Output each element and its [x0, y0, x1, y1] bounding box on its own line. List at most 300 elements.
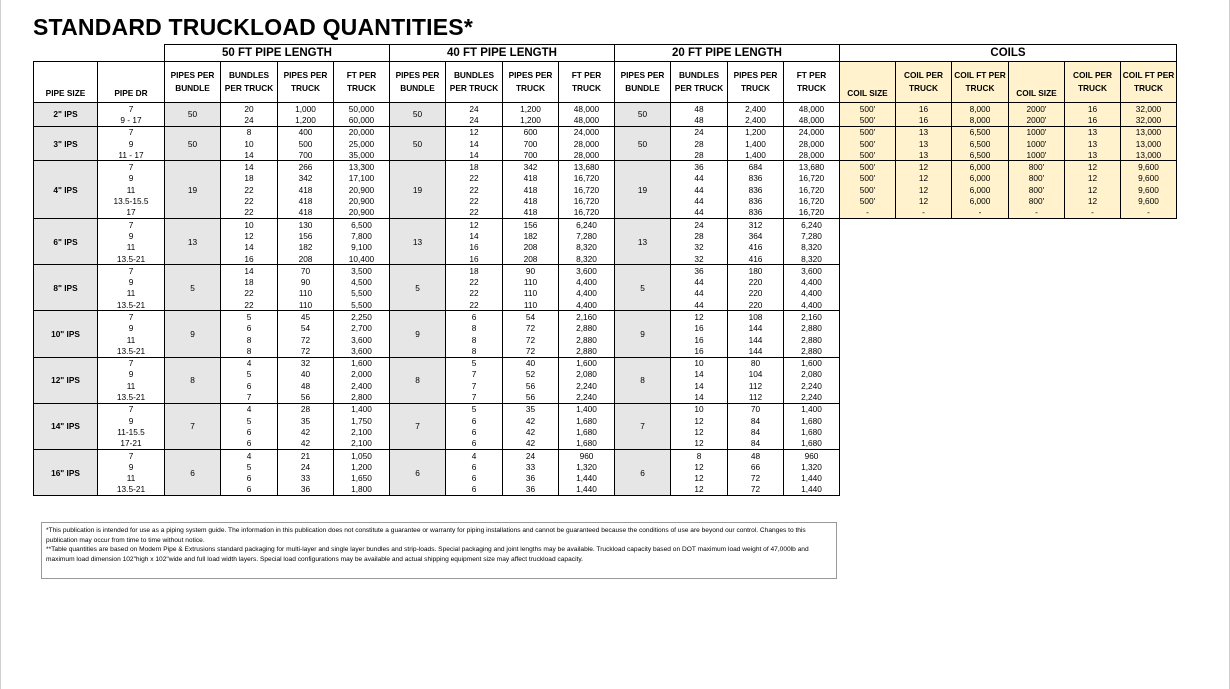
bundles-per-truck-50ft: 12: [221, 230, 278, 241]
empty-cell: [896, 473, 952, 484]
empty-cell: [1065, 218, 1121, 230]
bundles-per-truck-40ft: 5: [446, 357, 503, 369]
bundles-per-truck-20ft: 44: [671, 184, 728, 195]
empty-cell: [1121, 380, 1177, 391]
empty-cell: [1065, 473, 1121, 484]
bundles-per-truck-20ft: 28: [671, 138, 728, 149]
bundles-per-truck-20ft: 28: [671, 230, 728, 241]
empty-cell: [840, 230, 896, 241]
ft-per-truck-50ft: 2,100: [334, 438, 390, 450]
empty-cell: [1009, 391, 1065, 403]
ft-per-truck-40ft: 960: [559, 449, 615, 461]
col-header-coil-size: COIL SIZE: [840, 62, 896, 103]
pipes-per-truck-20ft: 364: [728, 230, 784, 241]
bundles-per-truck-50ft: 14: [221, 161, 278, 173]
empty-cell: [1065, 461, 1121, 472]
empty-cell: [840, 242, 896, 253]
pipes-per-truck-40ft: 72: [503, 334, 559, 345]
empty-cell: [952, 391, 1009, 403]
pipes-per-bundle-50ft: 50: [165, 126, 221, 161]
coil-per-truck-cell: 13: [1065, 149, 1121, 161]
pipe-size-cell: 2" IPS: [34, 103, 98, 127]
empty-cell: [896, 345, 952, 357]
bundles-per-truck-50ft: 22: [221, 299, 278, 311]
pipes-per-truck-40ft: 42: [503, 415, 559, 426]
bundles-per-truck-20ft: 44: [671, 288, 728, 299]
pipes-per-bundle-20ft: 50: [615, 103, 671, 127]
bundles-per-truck-40ft: 12: [446, 126, 503, 138]
bundles-per-truck-50ft: 5: [221, 415, 278, 426]
empty-cell: [1121, 299, 1177, 311]
coil-size-cell: 800': [1009, 173, 1065, 184]
ft-per-truck-40ft: 4,400: [559, 299, 615, 311]
ft-per-truck-50ft: 3,600: [334, 345, 390, 357]
coil-ft-per-truck-cell: 8,000: [952, 114, 1009, 126]
ft-per-truck-40ft: 2,880: [559, 323, 615, 334]
pipes-per-truck-50ft: 54: [278, 323, 334, 334]
coil-per-truck-cell: 13: [896, 126, 952, 138]
pipe-dr-cell: 7: [98, 311, 165, 323]
pipes-per-truck-40ft: 156: [503, 218, 559, 230]
coil-per-truck-cell: 16: [1065, 114, 1121, 126]
ft-per-truck-20ft: 2,160: [784, 311, 840, 323]
pipes-per-truck-20ft: 104: [728, 369, 784, 380]
empty-cell: [1065, 253, 1121, 265]
pipes-per-truck-50ft: 72: [278, 334, 334, 345]
empty-cell: [896, 461, 952, 472]
col-header-bundles-per-truck: BUNDLES PER TRUCK: [221, 62, 278, 103]
coil-ft-per-truck-cell: 8,000: [952, 103, 1009, 115]
pipes-per-truck-20ft: 684: [728, 161, 784, 173]
empty-cell: [952, 323, 1009, 334]
empty-cell: [1121, 334, 1177, 345]
pipes-per-truck-20ft: 112: [728, 380, 784, 391]
coil-per-truck-cell: 12: [1065, 184, 1121, 195]
ft-per-truck-20ft: 48,000: [784, 114, 840, 126]
bundles-per-truck-20ft: 10: [671, 403, 728, 415]
group-header-coils: COILS: [840, 45, 1177, 62]
empty-cell: [1065, 265, 1121, 277]
empty-cell: [840, 403, 896, 415]
coil-ft-per-truck-cell: 9,600: [1121, 161, 1177, 173]
bundles-per-truck-20ft: 12: [671, 473, 728, 484]
header-spacer: [34, 45, 165, 62]
bundles-per-truck-50ft: 14: [221, 265, 278, 277]
empty-cell: [1065, 242, 1121, 253]
pipes-per-truck-20ft: 72: [728, 473, 784, 484]
empty-cell: [1009, 299, 1065, 311]
coil-ft-per-truck-cell: 13,000: [1121, 149, 1177, 161]
pipe-dr-cell: 9: [98, 230, 165, 241]
pipe-dr-cell: 11: [98, 288, 165, 299]
empty-cell: [952, 242, 1009, 253]
empty-cell: [896, 288, 952, 299]
coil-size-cell: -: [840, 207, 896, 219]
coil-per-truck-cell: 12: [896, 184, 952, 195]
empty-cell: [952, 276, 1009, 287]
bundles-per-truck-50ft: 24: [221, 114, 278, 126]
pipes-per-bundle-20ft: 13: [615, 218, 671, 264]
ft-per-truck-40ft: 2,080: [559, 369, 615, 380]
pipes-per-truck-40ft: 72: [503, 323, 559, 334]
bundles-per-truck-40ft: 22: [446, 195, 503, 206]
pipes-per-truck-40ft: 418: [503, 195, 559, 206]
empty-cell: [952, 288, 1009, 299]
col-header-pipes-per-truck: PIPES PER TRUCK: [278, 62, 334, 103]
ft-per-truck-40ft: 8,320: [559, 253, 615, 265]
pipe-dr-cell: 7: [98, 126, 165, 138]
empty-cell: [896, 242, 952, 253]
empty-cell: [840, 380, 896, 391]
bundles-per-truck-40ft: 6: [446, 311, 503, 323]
ft-per-truck-40ft: 2,160: [559, 311, 615, 323]
bundles-per-truck-20ft: 32: [671, 242, 728, 253]
ft-per-truck-50ft: 17,100: [334, 173, 390, 184]
pipes-per-bundle-20ft: 5: [615, 265, 671, 311]
table-row: [34, 265, 1177, 277]
pipes-per-truck-40ft: 182: [503, 230, 559, 241]
col-header-pipes-per-bundle: PIPES PER BUNDLE: [165, 62, 221, 103]
ft-per-truck-20ft: 4,400: [784, 276, 840, 287]
pipes-per-bundle-40ft: 50: [390, 126, 446, 161]
pipes-per-truck-50ft: 28: [278, 403, 334, 415]
empty-cell: [1121, 288, 1177, 299]
coil-size-cell: 500': [840, 138, 896, 149]
empty-cell: [952, 426, 1009, 437]
pipes-per-truck-40ft: 418: [503, 207, 559, 219]
empty-cell: [1121, 323, 1177, 334]
bundles-per-truck-50ft: 8: [221, 345, 278, 357]
pipe-dr-cell: 11: [98, 380, 165, 391]
pipes-per-truck-20ft: 220: [728, 288, 784, 299]
bundles-per-truck-40ft: 8: [446, 323, 503, 334]
bundles-per-truck-20ft: 16: [671, 323, 728, 334]
table-row: [34, 357, 1177, 369]
empty-cell: [952, 334, 1009, 345]
pipes-per-truck-40ft: 33: [503, 461, 559, 472]
coil-size-cell: 800': [1009, 161, 1065, 173]
bundles-per-truck-40ft: 14: [446, 230, 503, 241]
bundles-per-truck-20ft: 14: [671, 391, 728, 403]
pipes-per-truck-40ft: 56: [503, 391, 559, 403]
pipes-per-truck-20ft: 180: [728, 265, 784, 277]
empty-cell: [1065, 230, 1121, 241]
pipes-per-truck-40ft: 36: [503, 484, 559, 496]
empty-cell: [1121, 242, 1177, 253]
coil-ft-per-truck-cell: 6,500: [952, 149, 1009, 161]
empty-cell: [1121, 449, 1177, 461]
empty-cell: [1009, 357, 1065, 369]
bundles-per-truck-20ft: 12: [671, 484, 728, 496]
pipes-per-bundle-50ft: 13: [165, 218, 221, 264]
pipe-dr-cell: 17: [98, 207, 165, 219]
pipes-per-truck-40ft: 110: [503, 299, 559, 311]
pipe-dr-cell: 7: [98, 265, 165, 277]
ft-per-truck-20ft: 16,720: [784, 173, 840, 184]
coil-per-truck-cell: 12: [1065, 195, 1121, 206]
pipes-per-truck-50ft: 72: [278, 345, 334, 357]
pipes-per-truck-40ft: 54: [503, 311, 559, 323]
col-header-ft-per-truck: FT PER TRUCK: [559, 62, 615, 103]
ft-per-truck-40ft: 16,720: [559, 173, 615, 184]
bundles-per-truck-40ft: 7: [446, 391, 503, 403]
pipes-per-truck-20ft: 312: [728, 218, 784, 230]
ft-per-truck-40ft: 48,000: [559, 103, 615, 115]
bundles-per-truck-50ft: 22: [221, 184, 278, 195]
pipes-per-truck-20ft: 836: [728, 173, 784, 184]
pipes-per-bundle-20ft: 8: [615, 357, 671, 403]
ft-per-truck-50ft: 20,000: [334, 126, 390, 138]
pipes-per-truck-50ft: 70: [278, 265, 334, 277]
empty-cell: [1121, 230, 1177, 241]
pipes-per-truck-50ft: 418: [278, 207, 334, 219]
table-row: [34, 218, 1177, 230]
col-header-ft-per-truck: FT PER TRUCK: [334, 62, 390, 103]
pipe-dr-cell: 13.5-21: [98, 253, 165, 265]
pipe-size-cell: 12" IPS: [34, 357, 98, 403]
coil-per-truck-cell: 16: [896, 114, 952, 126]
pipe-dr-cell: 11: [98, 184, 165, 195]
coil-ft-per-truck-cell: 9,600: [1121, 195, 1177, 206]
empty-cell: [840, 484, 896, 496]
pipes-per-truck-50ft: 266: [278, 161, 334, 173]
bundles-per-truck-50ft: 5: [221, 311, 278, 323]
empty-cell: [1065, 288, 1121, 299]
coil-size-cell: 2000': [1009, 114, 1065, 126]
bundles-per-truck-50ft: 6: [221, 438, 278, 450]
coil-size-cell: 500': [840, 103, 896, 115]
coil-ft-per-truck-cell: 13,000: [1121, 126, 1177, 138]
empty-cell: [952, 230, 1009, 241]
ft-per-truck-40ft: 8,320: [559, 242, 615, 253]
pipe-dr-cell: 7: [98, 218, 165, 230]
ft-per-truck-20ft: 2,240: [784, 391, 840, 403]
pipes-per-truck-40ft: 56: [503, 380, 559, 391]
empty-cell: [1065, 345, 1121, 357]
coil-size-cell: 1000': [1009, 126, 1065, 138]
ft-per-truck-20ft: 8,320: [784, 242, 840, 253]
pipes-per-bundle-40ft: 19: [390, 161, 446, 218]
pipes-per-truck-40ft: 72: [503, 345, 559, 357]
pipes-per-truck-40ft: 342: [503, 161, 559, 173]
bundles-per-truck-50ft: 8: [221, 126, 278, 138]
empty-cell: [952, 345, 1009, 357]
empty-cell: [1065, 449, 1121, 461]
ft-per-truck-40ft: 7,280: [559, 230, 615, 241]
bundles-per-truck-20ft: 32: [671, 253, 728, 265]
pipes-per-truck-20ft: 2,400: [728, 114, 784, 126]
bundles-per-truck-50ft: 22: [221, 195, 278, 206]
empty-cell: [952, 484, 1009, 496]
group-header-20ft: 20 FT PIPE LENGTH: [615, 45, 840, 62]
ft-per-truck-50ft: 1,650: [334, 473, 390, 484]
table-row: [34, 311, 1177, 323]
ft-per-truck-50ft: 20,900: [334, 207, 390, 219]
bundles-per-truck-50ft: 22: [221, 288, 278, 299]
pipes-per-bundle-20ft: 9: [615, 311, 671, 357]
ft-per-truck-50ft: 6,500: [334, 218, 390, 230]
ft-per-truck-50ft: 35,000: [334, 149, 390, 161]
pipes-per-truck-20ft: 48: [728, 449, 784, 461]
pipes-per-bundle-40ft: 8: [390, 357, 446, 403]
pipes-per-truck-50ft: 130: [278, 218, 334, 230]
pipes-per-truck-50ft: 342: [278, 173, 334, 184]
ft-per-truck-50ft: 2,250: [334, 311, 390, 323]
ft-per-truck-50ft: 4,500: [334, 276, 390, 287]
pipes-per-truck-40ft: 418: [503, 184, 559, 195]
pipe-dr-cell: 13.5-21: [98, 391, 165, 403]
empty-cell: [1009, 242, 1065, 253]
pipes-per-truck-40ft: 208: [503, 253, 559, 265]
bundles-per-truck-20ft: 44: [671, 207, 728, 219]
coil-ft-per-truck-cell: 6,000: [952, 173, 1009, 184]
ft-per-truck-50ft: 3,500: [334, 265, 390, 277]
ft-per-truck-20ft: 28,000: [784, 149, 840, 161]
empty-cell: [1065, 311, 1121, 323]
pipes-per-truck-50ft: 33: [278, 473, 334, 484]
pipe-dr-cell: 7: [98, 357, 165, 369]
bundles-per-truck-50ft: 16: [221, 253, 278, 265]
ft-per-truck-40ft: 1,680: [559, 426, 615, 437]
bundles-per-truck-50ft: 22: [221, 207, 278, 219]
coil-ft-per-truck-cell: 6,000: [952, 195, 1009, 206]
bundles-per-truck-40ft: 6: [446, 473, 503, 484]
ft-per-truck-20ft: 2,880: [784, 334, 840, 345]
coil-size-cell: 500': [840, 114, 896, 126]
ft-per-truck-40ft: 1,440: [559, 484, 615, 496]
bundles-per-truck-40ft: 6: [446, 461, 503, 472]
bundles-per-truck-50ft: 5: [221, 369, 278, 380]
bundles-per-truck-40ft: 16: [446, 253, 503, 265]
empty-cell: [840, 449, 896, 461]
empty-cell: [1065, 323, 1121, 334]
bundles-per-truck-40ft: 4: [446, 449, 503, 461]
pipes-per-truck-40ft: 42: [503, 426, 559, 437]
pipes-per-truck-20ft: 144: [728, 323, 784, 334]
pipe-size-cell: 4" IPS: [34, 161, 98, 218]
empty-cell: [952, 438, 1009, 450]
pipes-per-truck-50ft: 21: [278, 449, 334, 461]
bundles-per-truck-50ft: 8: [221, 334, 278, 345]
empty-cell: [1065, 369, 1121, 380]
empty-cell: [896, 357, 952, 369]
empty-cell: [840, 253, 896, 265]
col-header-coil-size: COIL SIZE: [1009, 62, 1065, 103]
pipes-per-truck-20ft: 1,400: [728, 149, 784, 161]
empty-cell: [952, 311, 1009, 323]
pipes-per-truck-50ft: 182: [278, 242, 334, 253]
ft-per-truck-40ft: 4,400: [559, 288, 615, 299]
pipes-per-truck-20ft: 836: [728, 184, 784, 195]
empty-cell: [1121, 276, 1177, 287]
pipes-per-truck-50ft: 700: [278, 149, 334, 161]
coil-size-cell: -: [1009, 207, 1065, 219]
pipes-per-truck-40ft: 36: [503, 473, 559, 484]
pipes-per-truck-20ft: 416: [728, 253, 784, 265]
coil-per-truck-cell: 12: [896, 161, 952, 173]
bundles-per-truck-40ft: 6: [446, 484, 503, 496]
pipes-per-truck-20ft: 1,400: [728, 138, 784, 149]
empty-cell: [1121, 403, 1177, 415]
ft-per-truck-40ft: 1,400: [559, 403, 615, 415]
bundles-per-truck-20ft: 48: [671, 103, 728, 115]
coil-size-cell: 800': [1009, 184, 1065, 195]
empty-cell: [896, 484, 952, 496]
empty-cell: [1009, 253, 1065, 265]
pipes-per-bundle-40ft: 6: [390, 449, 446, 495]
pipes-per-bundle-40ft: 50: [390, 103, 446, 127]
group-header-50ft: 50 FT PIPE LENGTH: [165, 45, 390, 62]
truckload-table: [33, 44, 1177, 496]
ft-per-truck-20ft: 48,000: [784, 103, 840, 115]
notes-box: [41, 522, 837, 579]
ft-per-truck-40ft: 1,600: [559, 357, 615, 369]
coil-per-truck-cell: -: [896, 207, 952, 219]
ft-per-truck-40ft: 1,440: [559, 473, 615, 484]
ft-per-truck-20ft: 8,320: [784, 253, 840, 265]
ft-per-truck-50ft: 3,600: [334, 334, 390, 345]
bundles-per-truck-20ft: 36: [671, 265, 728, 277]
pipes-per-bundle-20ft: 7: [615, 403, 671, 449]
coil-ft-per-truck-cell: 32,000: [1121, 103, 1177, 115]
ft-per-truck-40ft: 6,240: [559, 218, 615, 230]
empty-cell: [1121, 218, 1177, 230]
coil-size-cell: 500': [840, 126, 896, 138]
ft-per-truck-20ft: 1,680: [784, 415, 840, 426]
ft-per-truck-40ft: 2,240: [559, 380, 615, 391]
empty-cell: [952, 265, 1009, 277]
col-header-pipes-per-truck: PIPES PER TRUCK: [728, 62, 784, 103]
ft-per-truck-20ft: 1,320: [784, 461, 840, 472]
pipes-per-truck-20ft: 416: [728, 242, 784, 253]
empty-cell: [840, 345, 896, 357]
ft-per-truck-20ft: 4,400: [784, 299, 840, 311]
empty-cell: [840, 415, 896, 426]
ft-per-truck-50ft: 2,700: [334, 323, 390, 334]
coil-size-cell: 500': [840, 195, 896, 206]
ft-per-truck-20ft: 16,720: [784, 184, 840, 195]
ft-per-truck-20ft: 1,680: [784, 438, 840, 450]
pipes-per-truck-20ft: 72: [728, 484, 784, 496]
ft-per-truck-20ft: 960: [784, 449, 840, 461]
table-row: [34, 126, 1177, 138]
empty-cell: [1009, 369, 1065, 380]
empty-cell: [1009, 218, 1065, 230]
empty-cell: [896, 426, 952, 437]
bundles-per-truck-20ft: 16: [671, 345, 728, 357]
ft-per-truck-20ft: 2,240: [784, 380, 840, 391]
ft-per-truck-40ft: 1,680: [559, 415, 615, 426]
empty-cell: [952, 461, 1009, 472]
col-header-pipes-per-bundle: PIPES PER BUNDLE: [390, 62, 446, 103]
empty-cell: [840, 461, 896, 472]
ft-per-truck-40ft: 28,000: [559, 149, 615, 161]
empty-cell: [952, 449, 1009, 461]
empty-cell: [1009, 461, 1065, 472]
pipes-per-bundle-50ft: 5: [165, 265, 221, 311]
empty-cell: [1121, 438, 1177, 450]
pipes-per-truck-20ft: 836: [728, 195, 784, 206]
empty-cell: [1065, 357, 1121, 369]
pipes-per-truck-40ft: 40: [503, 357, 559, 369]
ft-per-truck-50ft: 5,500: [334, 299, 390, 311]
bundles-per-truck-40ft: 8: [446, 334, 503, 345]
empty-cell: [1121, 473, 1177, 484]
coil-per-truck-cell: 13: [1065, 138, 1121, 149]
bundles-per-truck-40ft: 7: [446, 380, 503, 391]
pipes-per-truck-20ft: 144: [728, 334, 784, 345]
bundles-per-truck-50ft: 6: [221, 323, 278, 334]
